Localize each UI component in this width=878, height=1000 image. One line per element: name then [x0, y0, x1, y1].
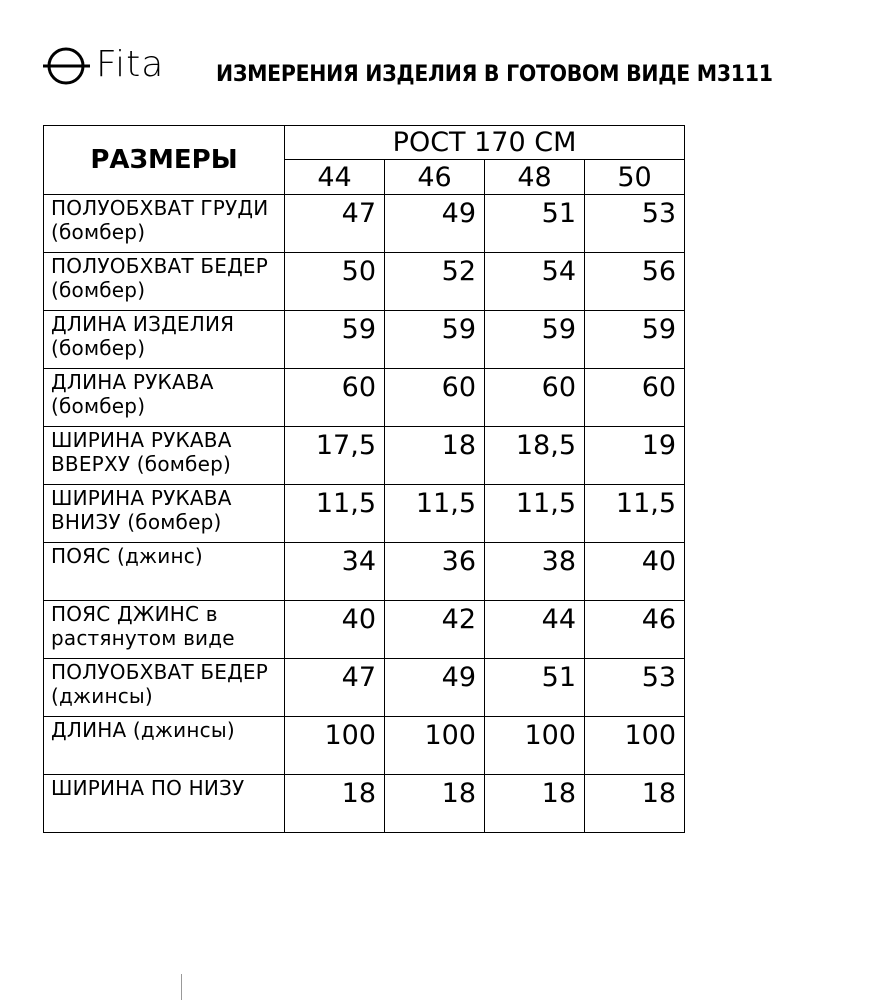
size-header-cell: 44 — [285, 160, 385, 195]
page-title: ИЗМЕРЕНИЯ ИЗДЕЛИЯ В ГОТОВОМ ВИДЕ М3111 — [216, 62, 773, 87]
measurement-cell: 59 — [585, 311, 685, 369]
footer-divider — [181, 974, 182, 1000]
measurement-cell: 42 — [385, 601, 485, 659]
logo-text: Fita — [96, 44, 165, 85]
measurement-cell: 18 — [585, 775, 685, 833]
size-chart-table — [43, 125, 685, 833]
table-row — [44, 485, 685, 543]
measurement-cell: 46 — [585, 601, 685, 659]
measurement-cell: 34 — [285, 543, 385, 601]
row-label: ПОЯС (джинс) — [44, 543, 285, 601]
table-row — [44, 427, 685, 485]
measurement-cell: 56 — [585, 253, 685, 311]
measurement-cell: 11,5 — [385, 485, 485, 543]
row-label: ШИРИНА ПО НИЗУ — [44, 775, 285, 833]
row-label: ШИРИНА РУКАВА ВНИЗУ (бомбер) — [44, 485, 285, 543]
measurement-cell: 40 — [585, 543, 685, 601]
measurement-cell: 36 — [385, 543, 485, 601]
measurement-cell: 60 — [485, 369, 585, 427]
table-row — [44, 601, 685, 659]
measurement-cell: 51 — [485, 659, 585, 717]
measurement-cell: 47 — [285, 195, 385, 253]
measurement-cell: 59 — [385, 311, 485, 369]
measurement-cell: 59 — [285, 311, 385, 369]
table-row — [44, 543, 685, 601]
measurement-cell: 17,5 — [285, 427, 385, 485]
measurement-cell: 40 — [285, 601, 385, 659]
measurement-cell: 51 — [485, 195, 585, 253]
measurement-cell: 50 — [285, 253, 385, 311]
measurement-cell: 60 — [285, 369, 385, 427]
measurement-cell: 18 — [285, 775, 385, 833]
table-row — [44, 775, 685, 833]
measurement-cell: 60 — [585, 369, 685, 427]
measurement-cell: 18 — [385, 427, 485, 485]
size-header-cell: 50 — [585, 160, 685, 195]
measurement-cell: 54 — [485, 253, 585, 311]
measurement-cell: 38 — [485, 543, 585, 601]
table-header-row — [44, 126, 685, 160]
row-label: ПОЛУОБХВАТ БЕДЕР (джинсы) — [44, 659, 285, 717]
measurement-cell: 60 — [385, 369, 485, 427]
measurement-cell: 100 — [285, 717, 385, 775]
measurement-cell: 18 — [385, 775, 485, 833]
measurement-cell: 19 — [585, 427, 685, 485]
fita-logo-icon — [42, 42, 92, 88]
measurement-cell: 100 — [485, 717, 585, 775]
table-row — [44, 311, 685, 369]
measurement-cell: 49 — [385, 659, 485, 717]
size-header-cell: 46 — [385, 160, 485, 195]
table-row — [44, 659, 685, 717]
row-label: ДЛИНА (джинсы) — [44, 717, 285, 775]
measurement-cell: 59 — [485, 311, 585, 369]
size-header-cell: 48 — [485, 160, 585, 195]
row-label: ДЛИНА ИЗДЕЛИЯ (бомбер) — [44, 311, 285, 369]
measurement-cell: 18,5 — [485, 427, 585, 485]
measurement-cell: 100 — [585, 717, 685, 775]
row-label: ПОЯС ДЖИНС в растянутом виде — [44, 601, 285, 659]
measurement-cell: 44 — [485, 601, 585, 659]
table-row — [44, 717, 685, 775]
measurement-cell: 47 — [285, 659, 385, 717]
measurement-cell: 11,5 — [585, 485, 685, 543]
measurement-cell: 53 — [585, 195, 685, 253]
measurement-cell: 49 — [385, 195, 485, 253]
row-label: ПОЛУОБХВАТ БЕДЕР (бомбер) — [44, 253, 285, 311]
row-label: ШИРИНА РУКАВА ВВЕРХУ (бомбер) — [44, 427, 285, 485]
row-label: ДЛИНА РУКАВА (бомбер) — [44, 369, 285, 427]
measurement-cell: 11,5 — [485, 485, 585, 543]
table-row — [44, 253, 685, 311]
measurement-cell: 52 — [385, 253, 485, 311]
table-row — [44, 195, 685, 253]
measurement-cell: 18 — [485, 775, 585, 833]
table-row — [44, 369, 685, 427]
height-header: РОСТ 170 СМ — [285, 126, 685, 160]
row-label: ПОЛУОБХВАТ ГРУДИ (бомбер) — [44, 195, 285, 253]
measurement-cell: 100 — [385, 717, 485, 775]
measurement-cell: 11,5 — [285, 485, 385, 543]
measurement-cell: 53 — [585, 659, 685, 717]
brand-logo — [42, 42, 164, 88]
sizes-header: РАЗМЕРЫ — [44, 126, 285, 195]
